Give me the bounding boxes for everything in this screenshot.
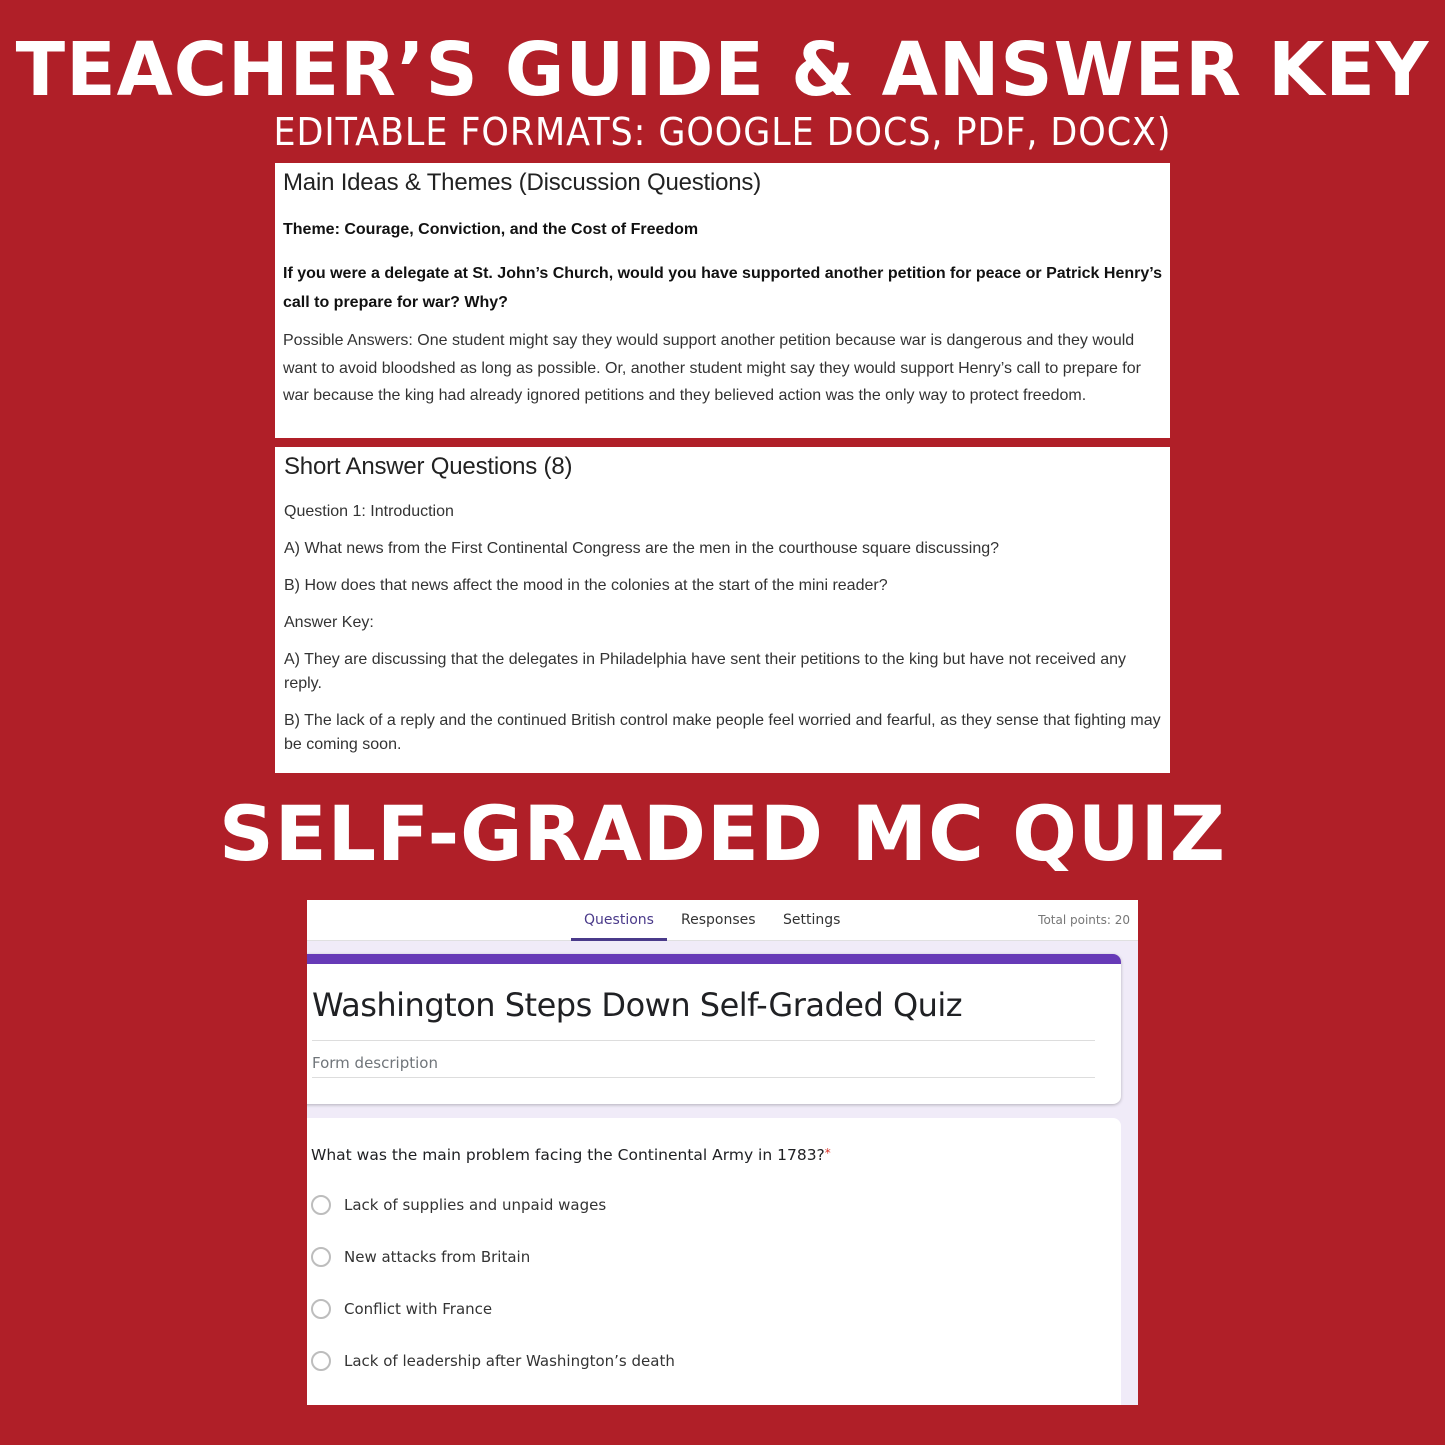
discussion-panel bbox=[275, 163, 1170, 438]
short-answer-panel bbox=[275, 447, 1170, 773]
description-underline bbox=[312, 1077, 1095, 1078]
form-title[interactable]: Washington Steps Down Self-Graded Quiz bbox=[312, 986, 963, 1024]
discussion-heading: Main Ideas & Themes (Discussion Questions) bbox=[283, 169, 762, 196]
question-label: Question 1: Introduction bbox=[284, 503, 454, 520]
question-text bbox=[311, 1146, 831, 1164]
tab-questions[interactable]: Questions bbox=[571, 900, 667, 941]
tab-settings[interactable]: Settings bbox=[783, 912, 841, 928]
form-title-card bbox=[307, 954, 1121, 1104]
radio-icon[interactable] bbox=[311, 1195, 331, 1215]
short-answer-heading: Short Answer Questions (8) bbox=[284, 453, 573, 480]
question-card bbox=[307, 1118, 1121, 1405]
option-3[interactable] bbox=[311, 1297, 492, 1321]
option-label: Lack of supplies and unpaid wages bbox=[344, 1196, 607, 1214]
question-text-label: What was the main problem facing the Continental Army in 1783? bbox=[311, 1146, 825, 1164]
quiz-banner-title: SELF-GRADED MC QUIZ bbox=[218, 789, 1227, 878]
form-accent-bar bbox=[307, 954, 1121, 964]
discussion-answer: Possible Answers: One student might say they would support another petition because war is dangerous and they would want to avoid bloodshed as long as possible. Or, another student might say they would support Henry’s call to prepare for war because the king had already ignored petitions and they believed action was the only way to protect freedom. bbox=[283, 332, 1141, 404]
option-4[interactable] bbox=[311, 1349, 675, 1373]
option-label: Lack of leadership after Washington’s death bbox=[344, 1352, 675, 1370]
question-b: B) How does that news affect the mood in the colonies at the start of the mini reader? bbox=[284, 577, 888, 594]
radio-icon[interactable] bbox=[311, 1247, 331, 1267]
option-label: New attacks from Britain bbox=[344, 1248, 531, 1266]
radio-icon[interactable] bbox=[311, 1299, 331, 1319]
option-2[interactable] bbox=[311, 1245, 530, 1269]
total-points: Total points: 20 bbox=[1038, 913, 1130, 927]
banner-title: TEACHER’S GUIDE & ANSWER KEY bbox=[15, 27, 1430, 113]
answer-a: A) They are discussing that the delegates in Philadelphia have sent their petitions to the king but have not received any reply. bbox=[284, 651, 1127, 692]
discussion-question: If you were a delegate at St. John’s Church, would you have supported another petition for peace or Patrick Henry’s call to prepare for war? Why? bbox=[283, 265, 1162, 311]
form-description-input[interactable]: Form description bbox=[312, 1054, 438, 1072]
google-form-screenshot bbox=[307, 900, 1138, 1405]
question-a: A) What news from the First Continental Congress are the men in the courthouse square discussing? bbox=[284, 540, 1000, 557]
form-tab-bar bbox=[307, 900, 1138, 941]
option-label: Conflict with France bbox=[344, 1300, 493, 1318]
answer-key-label: Answer Key: bbox=[284, 614, 374, 631]
radio-icon[interactable] bbox=[311, 1351, 331, 1371]
title-underline bbox=[312, 1040, 1095, 1041]
answer-b: B) The lack of a reply and the continued British control make people feel worried and fearful, as they sense that fighting may be coming soon. bbox=[284, 712, 1161, 753]
banner-subtitle: EDITABLE FORMATS: GOOGLE DOCS, PDF, DOCX) bbox=[273, 110, 1172, 154]
discussion-theme: Theme: Courage, Conviction, and the Cost of Freedom bbox=[283, 221, 699, 238]
option-1[interactable] bbox=[311, 1193, 606, 1217]
tab-responses[interactable]: Responses bbox=[681, 912, 756, 928]
required-asterisk: * bbox=[824, 1146, 831, 1160]
